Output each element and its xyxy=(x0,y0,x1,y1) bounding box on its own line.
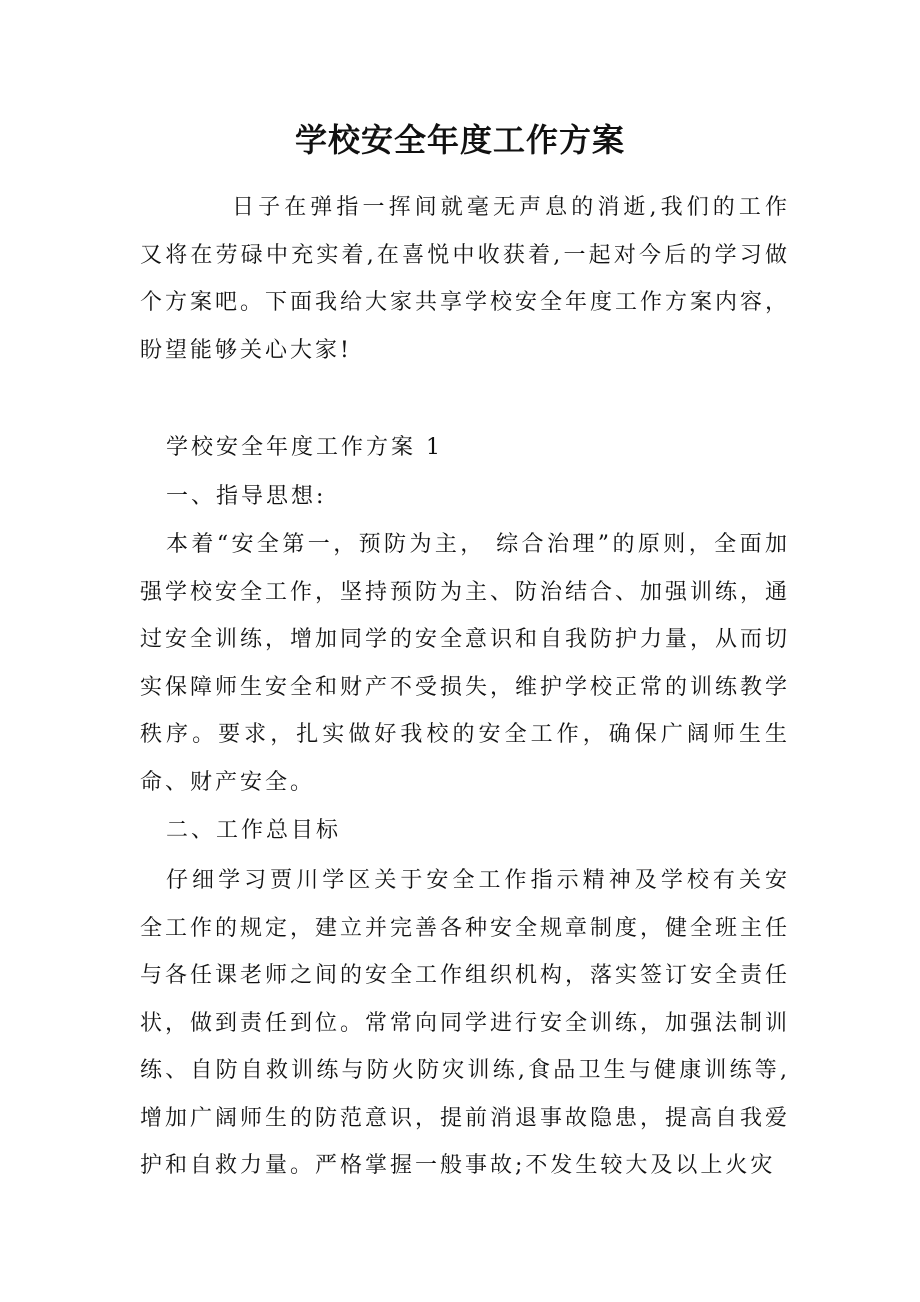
section-title: 学校安全年度工作方案 1 xyxy=(166,435,443,460)
paragraph-overall-goal: 仔细学习贾川学区关于安全工作指示精神及学校有关安全工作的规定，建立并完善各种安全规章制度，健全班主任与各任课老师之间的安全工作组织机构，落实签订安全责任状，做到责任到位。常常向同学进行安全训练，加强法制训练、自防自救训练与防火防灾训练,食品卫生与健康训练等,增加广阔师生的防范意识，提前消退事故隐患，提高自我爱护和自救力量。严格掌握一般事故;不发生较大及以上火灾 xyxy=(140,868,791,1178)
heading-guiding-ideology: 一、指导思想: xyxy=(166,484,327,509)
paragraph-guiding-ideology: 本着“安全第一，预防为主， 综合治理”的原则，全面加强学校安全工作，坚持预防为主、防治结合、加强训练，通过安全训练，增加同学的安全意识和自我防护力量，从而切实保障师生安全和财产不受损失，维护学校正常的训练教学秩序。要求，扎实做好我校的安全工作，确保广阔师生生命、财产安全。 xyxy=(140,532,791,795)
document-title: 学校安全年度工作方案 xyxy=(294,121,625,159)
intro-paragraph: 日子在弹指一挥间就毫无声息的消逝,我们的工作又将在劳碌中充实着,在喜悦中收获着,一起对今后的学习做个方案吧。下面我给大家共享学校安全年度工作方案内容，盼望能够关心大家! xyxy=(140,195,791,363)
heading-overall-goal: 二、工作总目标 xyxy=(166,818,342,843)
